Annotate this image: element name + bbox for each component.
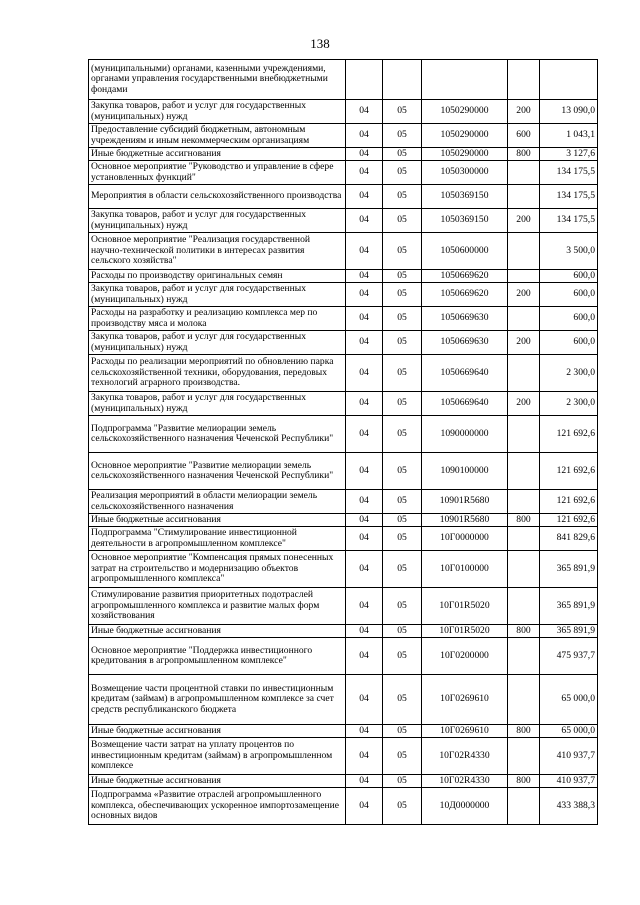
row-name: Иные бюджетные ассигнования <box>89 148 346 161</box>
row-name: Расходы на разработку и реализацию комплекса мер по производству мяса и молока <box>89 307 346 331</box>
table-row <box>89 625 598 638</box>
row-subsection: 05 <box>383 209 422 233</box>
row-section: 04 <box>346 625 383 638</box>
row-name: Иные бюджетные ассигнования <box>89 775 346 788</box>
row-name: Основное мероприятие "Реализация государственной научно-технической политики в интересах развития сельского хозяйства" <box>89 233 346 270</box>
table-row <box>89 185 598 209</box>
table-row <box>89 738 598 775</box>
row-expense-type: 200 <box>508 392 540 416</box>
row-amount: 134 175,5 <box>540 209 598 233</box>
row-expense-type: 800 <box>508 148 540 161</box>
row-subsection: 05 <box>383 738 422 775</box>
row-subsection: 05 <box>383 453 422 490</box>
row-section: 04 <box>346 185 383 209</box>
page-number: 138 <box>310 36 330 51</box>
row-name: Закупка товаров, работ и услуг для государственных (муниципальных) нужд <box>89 209 346 233</box>
table-row <box>89 675 598 725</box>
row-subsection: 05 <box>383 527 422 551</box>
row-amount: 410 937,7 <box>540 738 598 775</box>
row-section: 04 <box>346 283 383 307</box>
row-amount: 475 937,7 <box>540 638 598 675</box>
row-amount: 365 891,9 <box>540 625 598 638</box>
row-target-item: 1050290000 <box>422 100 508 124</box>
row-expense-type <box>508 161 540 185</box>
row-expense-type <box>508 307 540 331</box>
row-subsection: 05 <box>383 283 422 307</box>
row-name: Подпрограмма «Развитие отраслей агропромышленного комплекса, обеспечивающих ускоренное импортозамещение основных видов <box>89 788 346 825</box>
row-name: Подпрограмма "Стимулирование инвестиционной деятельности в агропромышленном комплексе" <box>89 527 346 551</box>
row-section: 04 <box>346 270 383 283</box>
table-row <box>89 392 598 416</box>
table-row <box>89 60 598 100</box>
table-row <box>89 283 598 307</box>
row-amount: 1 043,1 <box>540 124 598 148</box>
row-name: Основное мероприятие "Поддержка инвестиционного кредитования в агропромышленном комплексе" <box>89 638 346 675</box>
row-target-item: 1090000000 <box>422 416 508 453</box>
table-row <box>89 514 598 527</box>
row-target-item: 1050669620 <box>422 270 508 283</box>
row-subsection: 05 <box>383 307 422 331</box>
row-expense-type: 600 <box>508 124 540 148</box>
row-amount: 600,0 <box>540 331 598 355</box>
row-target-item: 1050669630 <box>422 307 508 331</box>
row-amount: 134 175,5 <box>540 185 598 209</box>
table-row <box>89 355 598 392</box>
row-expense-type: 800 <box>508 775 540 788</box>
row-name: Основное мероприятие "Руководство и управление в сфере установленных функций" <box>89 161 346 185</box>
row-name: Расходы по реализации мероприятий по обновлению парка сельскохозяйственной техники, оборудования, передовых технологий аграрного производства. <box>89 355 346 392</box>
row-target-item: 10Г02R4330 <box>422 775 508 788</box>
row-expense-type <box>508 675 540 725</box>
row-name: Иные бюджетные ассигнования <box>89 625 346 638</box>
row-amount: 365 891,9 <box>540 588 598 625</box>
row-name: Иные бюджетные ассигнования <box>89 725 346 738</box>
row-target-item: 1050669640 <box>422 355 508 392</box>
row-name: Мероприятия в области сельскохозяйственного производства <box>89 185 346 209</box>
row-amount: 600,0 <box>540 270 598 283</box>
row-target-item: 10Г0100000 <box>422 551 508 588</box>
row-expense-type <box>508 60 540 100</box>
row-section: 04 <box>346 209 383 233</box>
row-name: Реализация мероприятий в области мелиорации земель сельскохозяйственного назначения <box>89 490 346 514</box>
row-amount: 410 937,7 <box>540 775 598 788</box>
row-subsection: 05 <box>383 416 422 453</box>
row-section: 04 <box>346 551 383 588</box>
row-target-item <box>422 60 508 100</box>
table-row <box>89 233 598 270</box>
table-row <box>89 161 598 185</box>
row-expense-type <box>508 588 540 625</box>
table-row <box>89 588 598 625</box>
row-target-item: 10Г01R5020 <box>422 588 508 625</box>
row-subsection: 05 <box>383 100 422 124</box>
row-expense-type <box>508 738 540 775</box>
row-target-item: 10Г0269610 <box>422 725 508 738</box>
row-subsection: 05 <box>383 490 422 514</box>
row-amount: 121 692,6 <box>540 514 598 527</box>
row-subsection: 05 <box>383 514 422 527</box>
row-subsection: 05 <box>383 675 422 725</box>
table-row <box>89 331 598 355</box>
table-row <box>89 527 598 551</box>
row-name: Предоставление субсидий бюджетным, автономным учреждениям и иным некоммерческим организациям <box>89 124 346 148</box>
row-section: 04 <box>346 638 383 675</box>
row-expense-type <box>508 638 540 675</box>
row-section: 04 <box>346 233 383 270</box>
row-section <box>346 60 383 100</box>
row-amount: 2 300,0 <box>540 392 598 416</box>
row-section: 04 <box>346 788 383 825</box>
row-amount: 134 175,5 <box>540 161 598 185</box>
row-subsection: 05 <box>383 124 422 148</box>
row-amount: 121 692,6 <box>540 416 598 453</box>
row-subsection: 05 <box>383 638 422 675</box>
row-expense-type <box>508 551 540 588</box>
row-target-item: 10Г0269610 <box>422 675 508 725</box>
row-target-item: 1050669630 <box>422 331 508 355</box>
row-target-item: 10Г0200000 <box>422 638 508 675</box>
row-expense-type: 800 <box>508 625 540 638</box>
row-name: Иные бюджетные ассигнования <box>89 514 346 527</box>
row-name: Подпрограмма "Развитие мелиорации земель сельскохозяйственного назначения Чеченской Республики" <box>89 416 346 453</box>
row-subsection: 05 <box>383 270 422 283</box>
table-row <box>89 453 598 490</box>
row-amount: 13 090,0 <box>540 100 598 124</box>
row-section: 04 <box>346 124 383 148</box>
row-name: Основное мероприятие "Развитие мелиорации земель сельскохозяйственного назначения Чеченской Республики" <box>89 453 346 490</box>
row-amount: 65 000,0 <box>540 675 598 725</box>
row-expense-type: 200 <box>508 100 540 124</box>
row-section: 04 <box>346 355 383 392</box>
row-amount: 365 891,9 <box>540 551 598 588</box>
row-target-item: 10901R5680 <box>422 514 508 527</box>
row-section: 04 <box>346 738 383 775</box>
row-subsection: 05 <box>383 185 422 209</box>
row-expense-type <box>508 355 540 392</box>
row-target-item: 1050290000 <box>422 148 508 161</box>
row-section: 04 <box>346 416 383 453</box>
row-subsection: 05 <box>383 355 422 392</box>
row-target-item: 10Г0000000 <box>422 527 508 551</box>
row-expense-type <box>508 527 540 551</box>
row-target-item: 1050669620 <box>422 283 508 307</box>
row-target-item: 10Г01R5020 <box>422 625 508 638</box>
row-name: (муниципальными) органами, казенными учреждениями, органами управления государственными внебюджетными фондами <box>89 60 346 100</box>
row-subsection <box>383 60 422 100</box>
row-amount: 841 829,6 <box>540 527 598 551</box>
row-section: 04 <box>346 453 383 490</box>
row-amount: 3 500,0 <box>540 233 598 270</box>
row-section: 04 <box>346 100 383 124</box>
row-subsection: 05 <box>383 588 422 625</box>
row-target-item: 1050300000 <box>422 161 508 185</box>
row-name: Расходы по производству оригинальных семян <box>89 270 346 283</box>
row-name: Стимулирование развития приоритетных подотраслей агропромышленного комплекса и развитие малых форм хозяйствования <box>89 588 346 625</box>
table-row <box>89 209 598 233</box>
row-section: 04 <box>346 675 383 725</box>
table-row <box>89 307 598 331</box>
row-target-item: 10901R5680 <box>422 490 508 514</box>
row-amount: 121 692,6 <box>540 490 598 514</box>
row-section: 04 <box>346 775 383 788</box>
row-subsection: 05 <box>383 625 422 638</box>
row-section: 04 <box>346 588 383 625</box>
row-subsection: 05 <box>383 788 422 825</box>
row-expense-type: 200 <box>508 283 540 307</box>
row-target-item: 1050669640 <box>422 392 508 416</box>
row-subsection: 05 <box>383 392 422 416</box>
row-expense-type <box>508 490 540 514</box>
row-amount: 65 000,0 <box>540 725 598 738</box>
row-target-item: 1050600000 <box>422 233 508 270</box>
row-target-item: 1090100000 <box>422 453 508 490</box>
row-amount: 3 127,6 <box>540 148 598 161</box>
row-subsection: 05 <box>383 775 422 788</box>
row-section: 04 <box>346 725 383 738</box>
row-target-item: 1050369150 <box>422 209 508 233</box>
row-expense-type: 800 <box>508 725 540 738</box>
row-subsection: 05 <box>383 725 422 738</box>
row-section: 04 <box>346 161 383 185</box>
row-subsection: 05 <box>383 148 422 161</box>
budget-table <box>88 59 598 825</box>
row-subsection: 05 <box>383 331 422 355</box>
table-row <box>89 148 598 161</box>
row-expense-type <box>508 233 540 270</box>
row-amount: 600,0 <box>540 283 598 307</box>
row-name: Основное мероприятие "Компенсация прямых понесенных затрат на строительство и модернизацию объектов агропромышленного комплекса" <box>89 551 346 588</box>
row-expense-type <box>508 270 540 283</box>
row-amount: 121 692,6 <box>540 453 598 490</box>
row-subsection: 05 <box>383 551 422 588</box>
row-expense-type <box>508 788 540 825</box>
row-section: 04 <box>346 527 383 551</box>
table-row <box>89 638 598 675</box>
row-amount: 433 388,3 <box>540 788 598 825</box>
row-name: Возмещение части затрат на уплату процентов по инвестиционным кредитам (займам) в агропромышленном комплексе <box>89 738 346 775</box>
row-section: 04 <box>346 307 383 331</box>
table-row <box>89 124 598 148</box>
row-section: 04 <box>346 490 383 514</box>
table-row <box>89 551 598 588</box>
row-name: Закупка товаров, работ и услуг для государственных (муниципальных) нужд <box>89 392 346 416</box>
row-expense-type <box>508 416 540 453</box>
row-name: Закупка товаров, работ и услуг для государственных (муниципальных) нужд <box>89 100 346 124</box>
row-target-item: 1050369150 <box>422 185 508 209</box>
row-target-item: 10Г02R4330 <box>422 738 508 775</box>
row-section: 04 <box>346 392 383 416</box>
row-subsection: 05 <box>383 161 422 185</box>
table-row <box>89 725 598 738</box>
row-amount: 600,0 <box>540 307 598 331</box>
table-row <box>89 490 598 514</box>
row-amount <box>540 60 598 100</box>
row-subsection: 05 <box>383 233 422 270</box>
table-row <box>89 100 598 124</box>
row-amount: 2 300,0 <box>540 355 598 392</box>
row-section: 04 <box>346 148 383 161</box>
table-row <box>89 788 598 825</box>
row-name: Закупка товаров, работ и услуг для государственных (муниципальных) нужд <box>89 283 346 307</box>
table-row <box>89 775 598 788</box>
row-target-item: 1050290000 <box>422 124 508 148</box>
row-section: 04 <box>346 331 383 355</box>
row-expense-type: 200 <box>508 331 540 355</box>
row-section: 04 <box>346 514 383 527</box>
row-name: Закупка товаров, работ и услуг для государственных (муниципальных) нужд <box>89 331 346 355</box>
table-row <box>89 416 598 453</box>
row-target-item: 10Д0000000 <box>422 788 508 825</box>
row-expense-type <box>508 453 540 490</box>
row-expense-type: 200 <box>508 209 540 233</box>
row-expense-type <box>508 185 540 209</box>
row-name: Возмещение части процентной ставки по инвестиционным кредитам (займам) в агропромышленном комплексе за счет средств республиканского бюджета <box>89 675 346 725</box>
table-row <box>89 270 598 283</box>
row-expense-type: 800 <box>508 514 540 527</box>
